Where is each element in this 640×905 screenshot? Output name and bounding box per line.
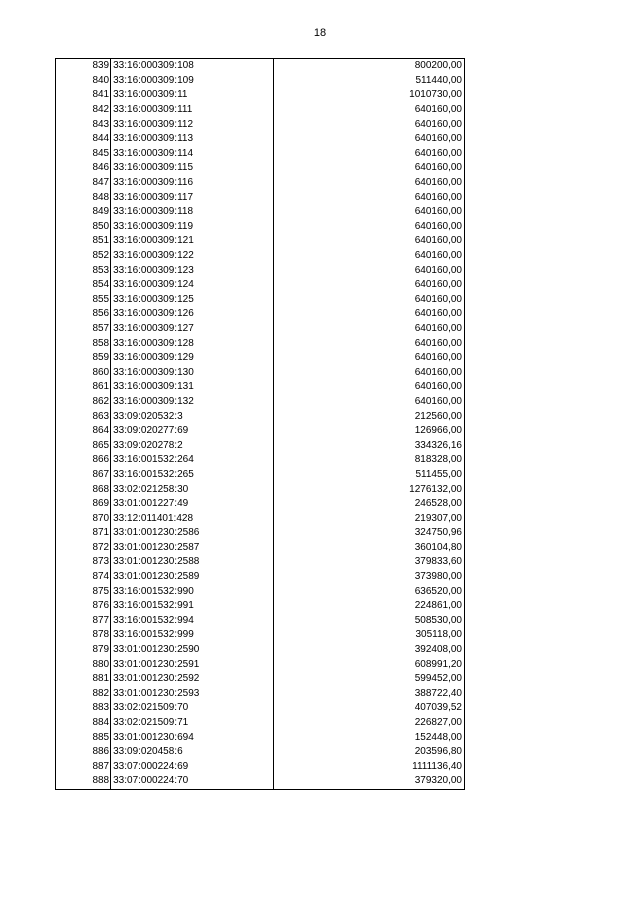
cadastral-value-cell: 392408,00 [273, 643, 464, 658]
table-row [56, 278, 465, 293]
cadastral-number-cell: 33:16:000309:129 [111, 351, 273, 366]
cadastral-number-cell: 33:16:001532:994 [111, 614, 273, 629]
row-number-cell: 868 [56, 482, 111, 497]
cadastral-number-cell: 33:07:000224:70 [111, 774, 273, 789]
row-number-cell: 843 [56, 117, 111, 132]
cadastral-value-cell: 640160,00 [273, 147, 464, 162]
row-number-cell: 856 [56, 307, 111, 322]
row-number-cell: 864 [56, 424, 111, 439]
row-number-cell: 841 [56, 88, 111, 103]
table-row [56, 395, 465, 410]
cadastral-number-cell: 33:01:001230:2590 [111, 643, 273, 658]
row-number-cell: 855 [56, 293, 111, 308]
row-number-cell: 871 [56, 526, 111, 541]
cadastral-number-cell: 33:16:000309:132 [111, 395, 273, 410]
cadastral-number-cell: 33:09:020278:2 [111, 438, 273, 453]
table-row [56, 657, 465, 672]
table-row [56, 409, 465, 424]
table-row [56, 220, 465, 235]
cadastral-value-cell: 126966,00 [273, 424, 464, 439]
row-number-cell: 853 [56, 263, 111, 278]
table-row [56, 541, 465, 556]
row-number-cell: 883 [56, 701, 111, 716]
table-row [56, 103, 465, 118]
row-number-cell: 848 [56, 190, 111, 205]
cadastral-value-table [55, 58, 465, 790]
row-number-cell: 881 [56, 672, 111, 687]
cadastral-number-cell: 33:12:011401:428 [111, 511, 273, 526]
table-row [56, 643, 465, 658]
table-row [56, 117, 465, 132]
row-number-cell: 849 [56, 205, 111, 220]
table-row [56, 599, 465, 614]
row-number-cell: 862 [56, 395, 111, 410]
table-row [56, 88, 465, 103]
table-row [56, 570, 465, 585]
table-row [56, 687, 465, 702]
row-number-cell: 863 [56, 409, 111, 424]
table-row [56, 249, 465, 264]
table-row [56, 322, 465, 337]
cadastral-value-cell: 640160,00 [273, 322, 464, 337]
table-row [56, 672, 465, 687]
cadastral-value-cell: 640160,00 [273, 190, 464, 205]
row-number-cell: 877 [56, 614, 111, 629]
cadastral-value-cell: 599452,00 [273, 672, 464, 687]
table-row [56, 511, 465, 526]
cadastral-number-cell: 33:16:001532:265 [111, 468, 273, 483]
cadastral-number-cell: 33:07:000224:69 [111, 760, 273, 775]
cadastral-number-cell: 33:09:020532:3 [111, 409, 273, 424]
row-number-cell: 882 [56, 687, 111, 702]
cadastral-number-cell: 33:16:000309:113 [111, 132, 273, 147]
row-number-cell: 875 [56, 584, 111, 599]
cadastral-number-cell: 33:09:020458:6 [111, 745, 273, 760]
table-body [56, 59, 465, 790]
table-row [56, 497, 465, 512]
cadastral-number-cell: 33:16:001532:264 [111, 453, 273, 468]
cadastral-number-cell: 33:16:000309:126 [111, 307, 273, 322]
cadastral-value-cell: 203596,80 [273, 745, 464, 760]
cadastral-number-cell: 33:16:000309:127 [111, 322, 273, 337]
cadastral-value-cell: 407039,52 [273, 701, 464, 716]
cadastral-value-cell: 640160,00 [273, 220, 464, 235]
cadastral-value-cell: 640160,00 [273, 293, 464, 308]
cadastral-number-cell: 33:01:001230:2592 [111, 672, 273, 687]
row-number-cell: 887 [56, 760, 111, 775]
row-number-cell: 870 [56, 511, 111, 526]
cadastral-value-cell: 608991,20 [273, 657, 464, 672]
cadastral-number-cell: 33:16:000309:111 [111, 103, 273, 118]
cadastral-number-cell: 33:16:000309:109 [111, 74, 273, 89]
cadastral-number-cell: 33:16:000309:131 [111, 380, 273, 395]
table-row [56, 176, 465, 191]
cadastral-value-cell: 373980,00 [273, 570, 464, 585]
table-row [56, 293, 465, 308]
cadastral-value-cell: 1276132,00 [273, 482, 464, 497]
cadastral-value-cell: 640160,00 [273, 117, 464, 132]
table-row [56, 716, 465, 731]
cadastral-value-cell: 640160,00 [273, 380, 464, 395]
cadastral-number-cell: 33:16:000309:130 [111, 365, 273, 380]
page-number: 18 [313, 27, 327, 39]
table-row [56, 190, 465, 205]
cadastral-number-cell: 33:16:000309:121 [111, 234, 273, 249]
cadastral-value-cell: 640160,00 [273, 234, 464, 249]
cadastral-value-cell: 640160,00 [273, 395, 464, 410]
cadastral-value-cell: 388722,40 [273, 687, 464, 702]
row-number-cell: 854 [56, 278, 111, 293]
table-row [56, 424, 465, 439]
cadastral-value-cell: 640160,00 [273, 132, 464, 147]
row-number-cell: 876 [56, 599, 111, 614]
row-number-cell: 857 [56, 322, 111, 337]
cadastral-value-cell: 508530,00 [273, 614, 464, 629]
row-number-cell: 869 [56, 497, 111, 512]
cadastral-number-cell: 33:01:001230:694 [111, 730, 273, 745]
cadastral-value-cell: 224861,00 [273, 599, 464, 614]
cadastral-value-cell: 640160,00 [273, 263, 464, 278]
cadastral-number-cell: 33:01:001227:49 [111, 497, 273, 512]
cadastral-value-cell: 640160,00 [273, 103, 464, 118]
cadastral-number-cell: 33:02:021509:70 [111, 701, 273, 716]
cadastral-number-cell: 33:16:000309:128 [111, 336, 273, 351]
row-number-cell: 839 [56, 59, 111, 74]
table-row [56, 482, 465, 497]
row-number-cell: 860 [56, 365, 111, 380]
table-row [56, 336, 465, 351]
cadastral-value-cell: 219307,00 [273, 511, 464, 526]
cadastral-number-cell: 33:01:001230:2588 [111, 555, 273, 570]
cadastral-number-cell: 33:09:020277:69 [111, 424, 273, 439]
table-row [56, 132, 465, 147]
cadastral-number-cell: 33:16:000309:119 [111, 220, 273, 235]
row-number-cell: 842 [56, 103, 111, 118]
table-row [56, 147, 465, 162]
cadastral-value-cell: 212560,00 [273, 409, 464, 424]
table-row [56, 526, 465, 541]
row-number-cell: 851 [56, 234, 111, 249]
row-number-cell: 874 [56, 570, 111, 585]
row-number-cell: 847 [56, 176, 111, 191]
table-row [56, 307, 465, 322]
cadastral-value-cell: 226827,00 [273, 716, 464, 731]
cadastral-number-cell: 33:01:001230:2586 [111, 526, 273, 541]
cadastral-number-cell: 33:16:000309:112 [111, 117, 273, 132]
cadastral-number-cell: 33:01:001230:2589 [111, 570, 273, 585]
cadastral-value-cell: 1111136,40 [273, 760, 464, 775]
cadastral-value-cell: 511455,00 [273, 468, 464, 483]
cadastral-value-cell: 800200,00 [273, 59, 464, 74]
cadastral-value-cell: 379320,00 [273, 774, 464, 789]
cadastral-value-cell: 640160,00 [273, 336, 464, 351]
cadastral-value-cell: 636520,00 [273, 584, 464, 599]
cadastral-number-cell: 33:02:021509:71 [111, 716, 273, 731]
cadastral-value-cell: 305118,00 [273, 628, 464, 643]
cadastral-value-cell: 640160,00 [273, 176, 464, 191]
cadastral-value-cell: 246528,00 [273, 497, 464, 512]
cadastral-number-cell: 33:16:000309:125 [111, 293, 273, 308]
row-number-cell: 866 [56, 453, 111, 468]
row-number-cell: 879 [56, 643, 111, 658]
table-row [56, 628, 465, 643]
row-number-cell: 886 [56, 745, 111, 760]
cadastral-number-cell: 33:01:001230:2591 [111, 657, 273, 672]
row-number-cell: 888 [56, 774, 111, 789]
cadastral-number-cell: 33:16:000309:115 [111, 161, 273, 176]
table-row [56, 701, 465, 716]
cadastral-number-cell: 33:16:001532:990 [111, 584, 273, 599]
cadastral-value-cell: 640160,00 [273, 351, 464, 366]
row-number-cell: 884 [56, 716, 111, 731]
table-row [56, 555, 465, 570]
table-row [56, 161, 465, 176]
table-row [56, 584, 465, 599]
table-row [56, 351, 465, 366]
row-number-cell: 844 [56, 132, 111, 147]
table-row [56, 59, 465, 74]
table-row [56, 730, 465, 745]
cadastral-value-cell: 640160,00 [273, 365, 464, 380]
cadastral-value-cell: 379833,60 [273, 555, 464, 570]
cadastral-value-cell: 360104,80 [273, 541, 464, 556]
cadastral-value-cell: 640160,00 [273, 307, 464, 322]
cadastral-number-cell: 33:16:000309:123 [111, 263, 273, 278]
cadastral-number-cell: 33:16:001532:999 [111, 628, 273, 643]
table-row [56, 74, 465, 89]
row-number-cell: 861 [56, 380, 111, 395]
cadastral-number-cell: 33:16:001532:991 [111, 599, 273, 614]
row-number-cell: 859 [56, 351, 111, 366]
row-number-cell: 880 [56, 657, 111, 672]
row-number-cell: 858 [56, 336, 111, 351]
table-row [56, 745, 465, 760]
row-number-cell: 872 [56, 541, 111, 556]
table-row [56, 234, 465, 249]
row-number-cell: 878 [56, 628, 111, 643]
cadastral-value-cell: 1010730,00 [273, 88, 464, 103]
row-number-cell: 852 [56, 249, 111, 264]
row-number-cell: 846 [56, 161, 111, 176]
cadastral-value-cell: 640160,00 [273, 161, 464, 176]
table-row [56, 468, 465, 483]
table-row [56, 614, 465, 629]
cadastral-value-cell: 324750,96 [273, 526, 464, 541]
cadastral-value-cell: 334326,16 [273, 438, 464, 453]
row-number-cell: 865 [56, 438, 111, 453]
cadastral-number-cell: 33:01:001230:2587 [111, 541, 273, 556]
row-number-cell: 885 [56, 730, 111, 745]
cadastral-number-cell: 33:16:000309:108 [111, 59, 273, 74]
cadastral-number-cell: 33:16:000309:114 [111, 147, 273, 162]
cadastral-number-cell: 33:16:000309:116 [111, 176, 273, 191]
cadastral-number-cell: 33:01:001230:2593 [111, 687, 273, 702]
cadastral-value-cell: 152448,00 [273, 730, 464, 745]
row-number-cell: 873 [56, 555, 111, 570]
row-number-cell: 850 [56, 220, 111, 235]
cadastral-number-cell: 33:16:000309:11 [111, 88, 273, 103]
table-row [56, 760, 465, 775]
cadastral-value-cell: 640160,00 [273, 278, 464, 293]
cadastral-number-cell: 33:16:000309:117 [111, 190, 273, 205]
table-row [56, 263, 465, 278]
row-number-cell: 840 [56, 74, 111, 89]
cadastral-number-cell: 33:02:021258:30 [111, 482, 273, 497]
table-row [56, 380, 465, 395]
table-row [56, 453, 465, 468]
row-number-cell: 845 [56, 147, 111, 162]
cadastral-number-cell: 33:16:000309:122 [111, 249, 273, 264]
row-number-cell: 867 [56, 468, 111, 483]
cadastral-value-cell: 818328,00 [273, 453, 464, 468]
table-row [56, 438, 465, 453]
table-row [56, 774, 465, 789]
table-row [56, 205, 465, 220]
cadastral-value-cell: 511440,00 [273, 74, 464, 89]
table-row [56, 365, 465, 380]
cadastral-number-cell: 33:16:000309:118 [111, 205, 273, 220]
cadastral-value-cell: 640160,00 [273, 249, 464, 264]
cadastral-number-cell: 33:16:000309:124 [111, 278, 273, 293]
cadastral-value-cell: 640160,00 [273, 205, 464, 220]
